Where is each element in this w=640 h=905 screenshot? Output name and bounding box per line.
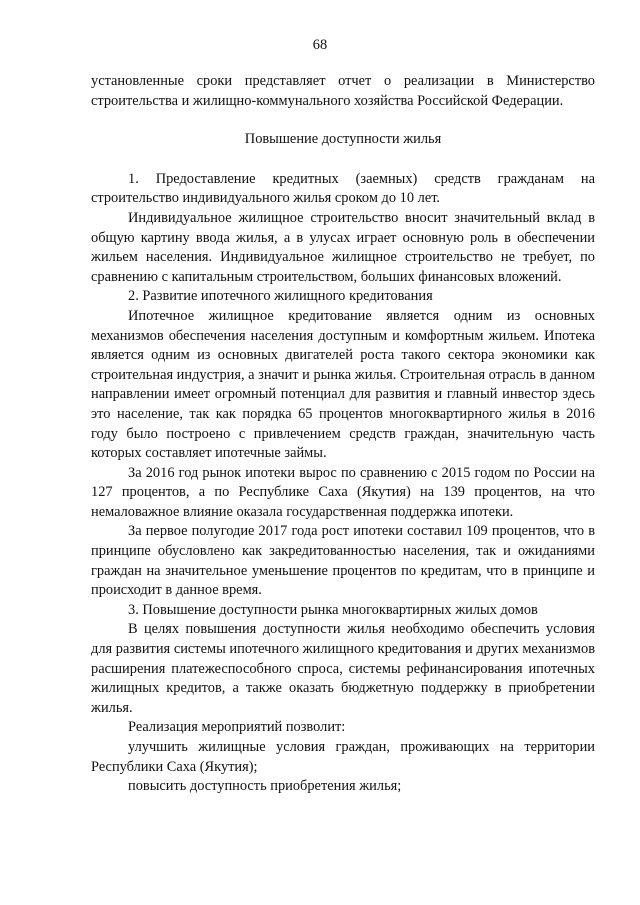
list-item-increase-affordability: повысить доступность приобретения жилья; — [128, 778, 402, 795]
intro-paragraph: установленные сроки представляет отчет о реализации в Министерство строительства и жилищно-коммунального хозяйства Российской Федерации. — [91, 73, 595, 109]
list-item-improve-conditions: улучшить жилищные условия граждан, проживающих на территории Республики Саха (Якутия); — [91, 739, 595, 775]
section-heading: Повышение доступности жилья — [244, 131, 442, 148]
paragraph-individual-construction: Индивидуальное жилищное строительство вносит значительный вклад в общую картину ввода жилья, а в улусах играет основную роль в обеспечении жильем населения. Индивидуальное жилищное строительство не требует, по сравнению с капитальным строительством, больших финансовых вложений. — [91, 209, 595, 285]
paragraph-item-2-heading: 2. Развитие ипотечного жилищного кредитования — [128, 288, 433, 305]
document-body — [91, 72, 595, 797]
paragraph-implementation-intro: Реализация мероприятий позволит: — [128, 719, 346, 736]
paragraph-item-3-heading: 3. Повышение доступности рынка многоквартирных жилых домов — [128, 601, 538, 618]
page-number: 68 — [312, 37, 328, 53]
paragraph-mortgage-growth-2017: За первое полугодие 2017 года рост ипотеки составил 109 процентов, что в принципе обусловлено как закредитованностью населения, так и ожиданиями граждан на значительное уменьшение процентов по кредитам, что в принципе и происходит в данное время. — [91, 523, 595, 599]
paragraph-mortgage-growth-2016: За 2016 год рынок ипотеки вырос по сравнению с 2015 годом по России на 127 процентов, а по Республике Саха (Якутия) на 139 процентов, на что немаловажное влияние оказала государственная поддержка ипотеки. — [91, 464, 595, 520]
paragraph-affordability-measures: В целях повышения доступности жилья необходимо обеспечить условия для развития системы ипотечного жилищного кредитования и других механизмов расширения платежеспособного спроса, системы рефинансирования ипотечных жилищных кредитов, а также оказать бюджетную поддержку в приобретении жилья. — [91, 621, 595, 716]
paragraph-item-1-heading: 1. Предоставление кредитных (заемных) средств гражданам на строительство индивидуального жилья сроком до 10 лет. — [91, 170, 595, 207]
paragraph-mortgage-lending: Ипотечное жилищное кредитование является одним из основных механизмов обеспечения населения доступным и комфортным жильем. Ипотека является одним из основных двигателей роста такого сектора экономики как строительная индустрия, а значит и рынка жилья. Строительная отрасль в данном направлении имеет огромный потенциал для развития и главный инвестор здесь это население, так как порядка 65 процентов многоквартирного жилья в 2016 году было построено с привлечением средств граждан, значительную часть которых составляет ипотечные займы. — [91, 307, 595, 462]
